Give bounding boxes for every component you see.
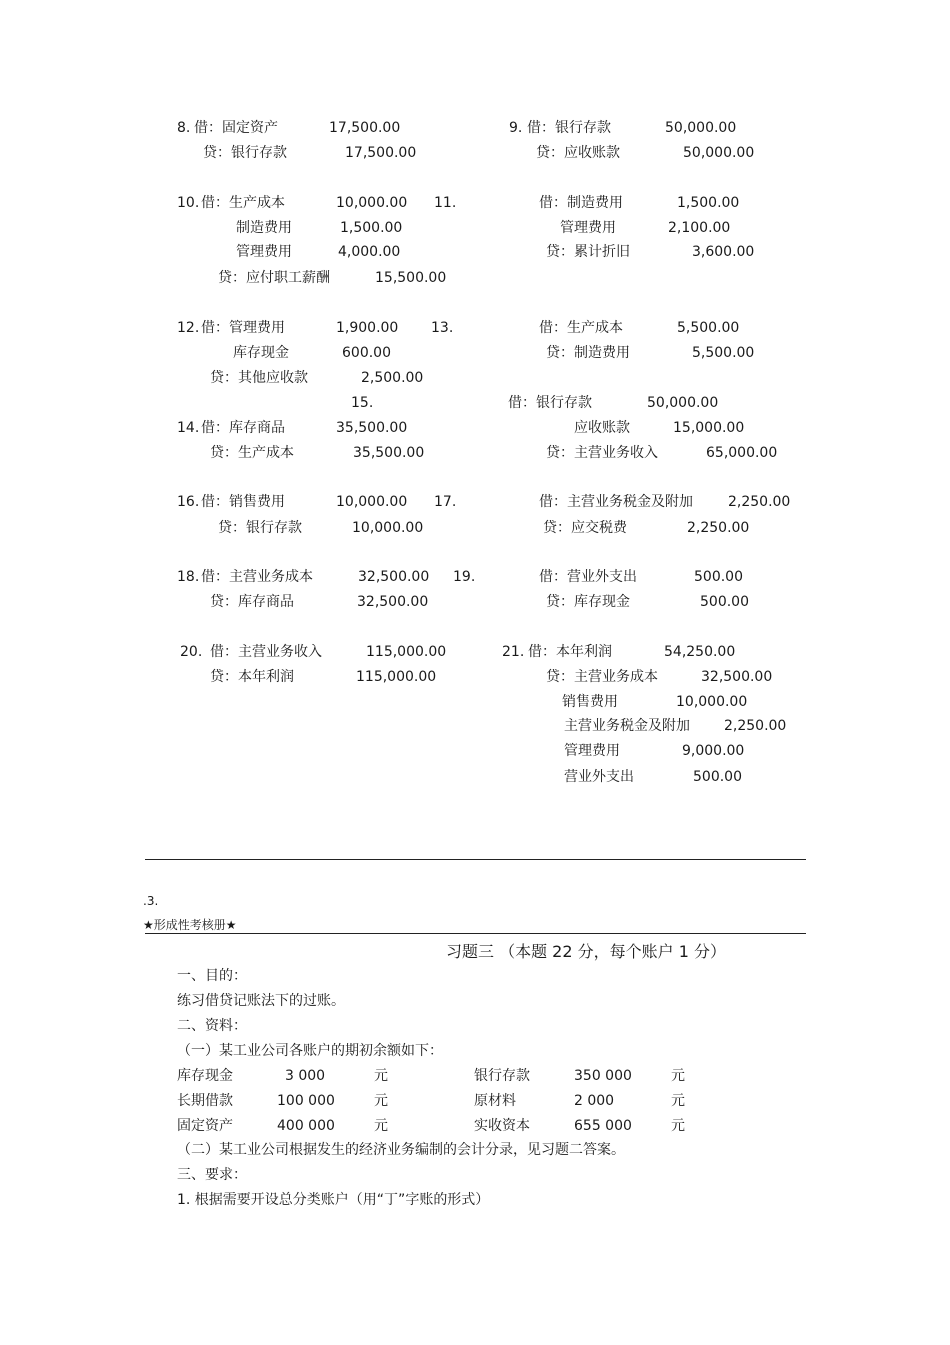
credit-line: 贷：库存商品 bbox=[210, 594, 294, 610]
debit-line: 借：营业外支出 bbox=[539, 569, 637, 585]
debit-amount: 10,000.00 bbox=[336, 494, 408, 510]
balance-unit: 元 bbox=[671, 1068, 685, 1084]
credit-amount-4: 9,000.00 bbox=[682, 743, 745, 759]
debit-amount-3: 4,000.00 bbox=[338, 244, 401, 260]
paragraph: 练习借贷记账法下的过账。 bbox=[177, 993, 345, 1009]
balance-unit: 元 bbox=[374, 1093, 388, 1109]
page-number: .3. bbox=[143, 894, 159, 908]
balance-amount: 655 000 bbox=[574, 1118, 632, 1134]
debit-line: 借：生产成本 bbox=[539, 320, 623, 336]
debit-amount: 10,000.00 bbox=[336, 195, 408, 211]
entry-number: 12. bbox=[177, 320, 200, 336]
exercise-title: 习题三 （本题 22 分，每个账户 1 分） bbox=[446, 942, 726, 961]
credit-amount: 2,500.00 bbox=[361, 370, 424, 386]
credit-amount: 17,500.00 bbox=[345, 145, 417, 161]
credit-amount-5: 500.00 bbox=[693, 769, 742, 785]
paragraph: （一）某工业公司各账户的期初余额如下： bbox=[177, 1043, 443, 1059]
debit-line: 借：银行存款 bbox=[527, 120, 611, 136]
credit-line-2: 销售费用 bbox=[562, 694, 618, 710]
page-divider bbox=[145, 859, 806, 860]
debit-line: 借：管理费用 bbox=[201, 320, 285, 336]
debit-line: 借：库存商品 bbox=[201, 420, 285, 436]
balance-name: 库存现金 bbox=[177, 1068, 233, 1084]
credit-amount-2: 10,000.00 bbox=[676, 694, 748, 710]
header-divider bbox=[145, 933, 806, 934]
debit-amount: 1,500.00 bbox=[677, 195, 740, 211]
debit-amount: 2,250.00 bbox=[728, 494, 791, 510]
balance-unit: 元 bbox=[374, 1118, 388, 1134]
balance-unit: 元 bbox=[374, 1068, 388, 1084]
credit-line: 贷：库存现金 bbox=[546, 594, 630, 610]
balance-amount: 2 000 bbox=[574, 1093, 615, 1109]
credit-amount: 32,500.00 bbox=[357, 594, 429, 610]
debit-line: 借：生产成本 bbox=[201, 195, 285, 211]
balance-amount: 350 000 bbox=[574, 1068, 632, 1084]
entry-number: 21. bbox=[502, 644, 525, 660]
entry-number: 20. bbox=[180, 644, 203, 660]
balance-name: 固定资产 bbox=[177, 1118, 233, 1134]
paragraph: 1. 根据需要开设总分类账户（用“丁”字账的形式） bbox=[177, 1192, 490, 1208]
debit-line-2: 制造费用 bbox=[236, 220, 292, 236]
credit-line: 贷：制造费用 bbox=[546, 345, 630, 361]
entry-number: 11. bbox=[434, 195, 457, 211]
debit-line-2: 库存现金 bbox=[233, 345, 289, 361]
section-heading: 二、资料： bbox=[177, 1018, 247, 1034]
debit-line-2: 管理费用 bbox=[560, 220, 616, 236]
balance-name: 实收资本 bbox=[474, 1118, 530, 1134]
debit-line: 借：主营业务税金及附加 bbox=[539, 494, 693, 510]
debit-line: 借：主营业务收入 bbox=[210, 644, 322, 660]
paragraph: （二）某工业公司根据发生的经济业务编制的会计分录，见习题二答案。 bbox=[177, 1142, 625, 1158]
credit-line: 贷：主营业务成本 bbox=[546, 669, 658, 685]
debit-line: 借：固定资产 bbox=[194, 120, 278, 136]
entry-number: 14. bbox=[177, 420, 200, 436]
credit-line: 贷：应付职工薪酬 bbox=[218, 270, 330, 286]
debit-amount: 54,250.00 bbox=[664, 644, 736, 660]
debit-amount: 17,500.00 bbox=[329, 120, 401, 136]
credit-amount: 35,500.00 bbox=[353, 445, 425, 461]
balance-amount: 400 000 bbox=[277, 1118, 335, 1134]
debit-line: 借：本年利润 bbox=[528, 644, 612, 660]
credit-line-4: 管理费用 bbox=[564, 743, 620, 759]
credit-amount: 3,600.00 bbox=[692, 244, 755, 260]
debit-line: 借：银行存款 bbox=[508, 395, 592, 411]
section-heading: 一、目的： bbox=[177, 968, 247, 984]
debit-amount: 1,900.00 bbox=[336, 320, 399, 336]
running-header: ★形成性考核册★ bbox=[143, 918, 237, 932]
credit-amount: 15,500.00 bbox=[375, 270, 447, 286]
section-heading: 三、要求： bbox=[177, 1167, 247, 1183]
balance-amount: 100 000 bbox=[277, 1093, 335, 1109]
debit-amount-2: 2,100.00 bbox=[668, 220, 731, 236]
credit-line: 贷：累计折旧 bbox=[546, 244, 630, 260]
debit-line-2: 应收账款 bbox=[574, 420, 630, 436]
credit-amount: 5,500.00 bbox=[692, 345, 755, 361]
debit-line: 借：销售费用 bbox=[201, 494, 285, 510]
credit-amount: 32,500.00 bbox=[701, 669, 773, 685]
entry-number: 8. bbox=[177, 120, 191, 136]
debit-amount: 115,000.00 bbox=[366, 644, 447, 660]
debit-line: 借：制造费用 bbox=[539, 195, 623, 211]
credit-amount: 500.00 bbox=[700, 594, 749, 610]
credit-line: 贷：主营业务收入 bbox=[546, 445, 658, 461]
credit-line: 贷：应交税费 bbox=[543, 520, 627, 536]
debit-amount-2: 600.00 bbox=[342, 345, 391, 361]
entry-number: 16. bbox=[177, 494, 200, 510]
balance-name: 银行存款 bbox=[474, 1068, 530, 1084]
balance-unit: 元 bbox=[671, 1118, 685, 1134]
credit-amount: 2,250.00 bbox=[687, 520, 750, 536]
balance-amount: 3 000 bbox=[285, 1068, 326, 1084]
debit-amount: 35,500.00 bbox=[336, 420, 408, 436]
debit-amount: 5,500.00 bbox=[677, 320, 740, 336]
credit-amount: 50,000.00 bbox=[683, 145, 755, 161]
credit-line: 贷：应收账款 bbox=[536, 145, 620, 161]
entry-number: 19. bbox=[453, 569, 476, 585]
credit-amount-3: 2,250.00 bbox=[724, 718, 787, 734]
debit-amount: 50,000.00 bbox=[647, 395, 719, 411]
debit-amount: 32,500.00 bbox=[358, 569, 430, 585]
debit-amount-2: 15,000.00 bbox=[673, 420, 745, 436]
credit-amount: 10,000.00 bbox=[352, 520, 424, 536]
credit-amount: 115,000.00 bbox=[356, 669, 437, 685]
entry-number: 10. bbox=[177, 195, 200, 211]
debit-amount: 500.00 bbox=[694, 569, 743, 585]
credit-line: 贷：银行存款 bbox=[203, 145, 287, 161]
balance-name: 原材料 bbox=[474, 1093, 516, 1109]
debit-amount: 50,000.00 bbox=[665, 120, 737, 136]
balance-name: 长期借款 bbox=[177, 1093, 233, 1109]
debit-line-3: 管理费用 bbox=[236, 244, 292, 260]
credit-line: 贷：银行存款 bbox=[218, 520, 302, 536]
entry-number: 13. bbox=[431, 320, 454, 336]
entry-number: 18. bbox=[177, 569, 200, 585]
entry-number: 15. bbox=[351, 395, 374, 411]
credit-line: 贷：其他应收款 bbox=[210, 370, 308, 386]
entry-number: 17. bbox=[434, 494, 457, 510]
balance-unit: 元 bbox=[671, 1093, 685, 1109]
credit-line: 贷：本年利润 bbox=[210, 669, 294, 685]
credit-amount: 65,000.00 bbox=[706, 445, 778, 461]
entry-number: 9. bbox=[509, 120, 523, 136]
credit-line-5: 营业外支出 bbox=[564, 769, 634, 785]
credit-line: 贷：生产成本 bbox=[210, 445, 294, 461]
debit-amount-2: 1,500.00 bbox=[340, 220, 403, 236]
credit-line-3: 主营业务税金及附加 bbox=[564, 718, 690, 734]
debit-line: 借：主营业务成本 bbox=[201, 569, 313, 585]
